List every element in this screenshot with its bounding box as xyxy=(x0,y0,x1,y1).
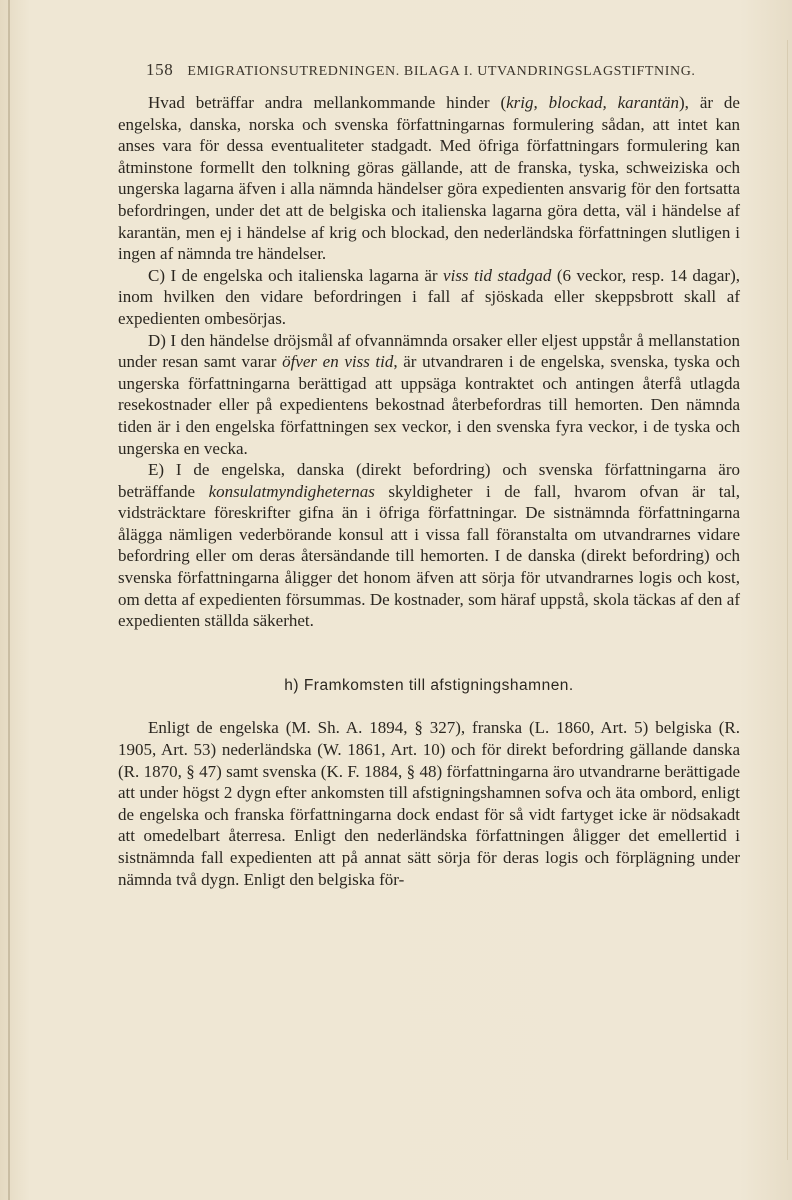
italic-term: konsulatmyndigheternas xyxy=(208,481,375,501)
page-edge-right xyxy=(787,40,788,1160)
italic-term: krig, blockad, karantän xyxy=(506,93,680,112)
running-header xyxy=(146,60,746,80)
paragraph: E) I de engelska, danska (direkt befordring) och svenska författningarna äro beträffande konsulatmyndigheternas skyldigheter i de fall, hvarom ofvan är tal, vidsträcktare föreskrifter gifna än i öfriga författningar. De sistnämnda författningarna ålägga nämligen vederbörande konsul att i vissa fall föranstalta om utvandrarnes vidare befordring eller om deras återsändande till hemorten. I de danska (direkt befordring) och svenska författningarna åligger det honom äfven att sörja för utvandrarnes logis och kost, om detta af expedienten försummas. De kostnader, som häraf uppstå, skola täckas af den af expedienten ställda säkerhet. xyxy=(118,460,740,631)
page-number: 158 xyxy=(146,60,174,79)
running-title: EMIGRATIONSUTREDNINGEN. BILAGA I. UTVANDRINGSLAGSTIFTNING. xyxy=(187,64,696,79)
italic-term: öfver en viss tid xyxy=(282,352,394,372)
italic-term: viss tid stadgad xyxy=(443,265,552,285)
paragraph: Hvad beträffar andra mellankommande hinder (krig, blockad, karantän), är de engelska, danska, norska och svenska författningarnas formulering sådan, att intet kan anses vara för dessa eventualiteter stadgadt. Med öfriga författningars formulering kan åtminstone formellt den tolkning göras gällande, att de franska, tyska, schweiziska och ungerska lagarna äfven i alla nämnda händelser göra expedienten ansvarig för den fortsatta befordringen, under det att de belgiska och italienska lagarna göra detta, väl i händelse af karantän, men ej i händelse af krig och blockad, den nederländska författningen slutligen i ingen af nämnda tre händelser. xyxy=(118,93,740,264)
paragraph: D) I den händelse dröjsmål af ofvannämnda orsaker eller eljest uppstår å mellanstation under resan samt varar öfver en viss tid, är utvandraren i de engelska, svenska, tyska och ungerska författningarna berättigad att uppsäga kontraktet och antingen återfå utlagda resekostnader eller på expedientens bekostnad återbefordras till hemorten. Den nämnda tiden är i den engelska författningen sex veckor, i den svenska fyra veckor, i de tyska och ungerska en vecka. xyxy=(118,330,740,458)
paragraph: C) I de engelska och italienska lagarna är viss tid stadgad (6 veckor, resp. 14 dagar), inom hvilken den vidare befordringen i fall af sjöskada eller skeppsbrott skall af expedienten ombesörjas. xyxy=(118,265,741,328)
paragraph: Enligt de engelska (M. Sh. A. 1894, § 327), franska (L. 1860, Art. 5) belgiska (R. 1905, Art. 53) nederländska (W. 1861, Art. 10) och för direkt befordring gällande danska (R. 1870, § 47) samt svenska (K. F. 1884, § 48) författningarna äro utvandrarne berättigade att under högst 2 dygn efter ankomsten till afstigningshamnen sofva och äta ombord, enligt de engelska och franska författningarna dock endast för så vidt fartyget icke är nödsakadt att omedelbart återresa. Enligt den nederländska författningen åligger det emellertid i sistnämnda fall expedienten att på annat sätt sörja för deras logis och förplägning under nämnda två dygn. Enligt den belgiska för- xyxy=(118,718,740,889)
page-edge-left xyxy=(8,0,10,1200)
body-text xyxy=(118,92,740,890)
section-heading: h) Framkomsten till afstigningshamnen. xyxy=(284,676,574,694)
